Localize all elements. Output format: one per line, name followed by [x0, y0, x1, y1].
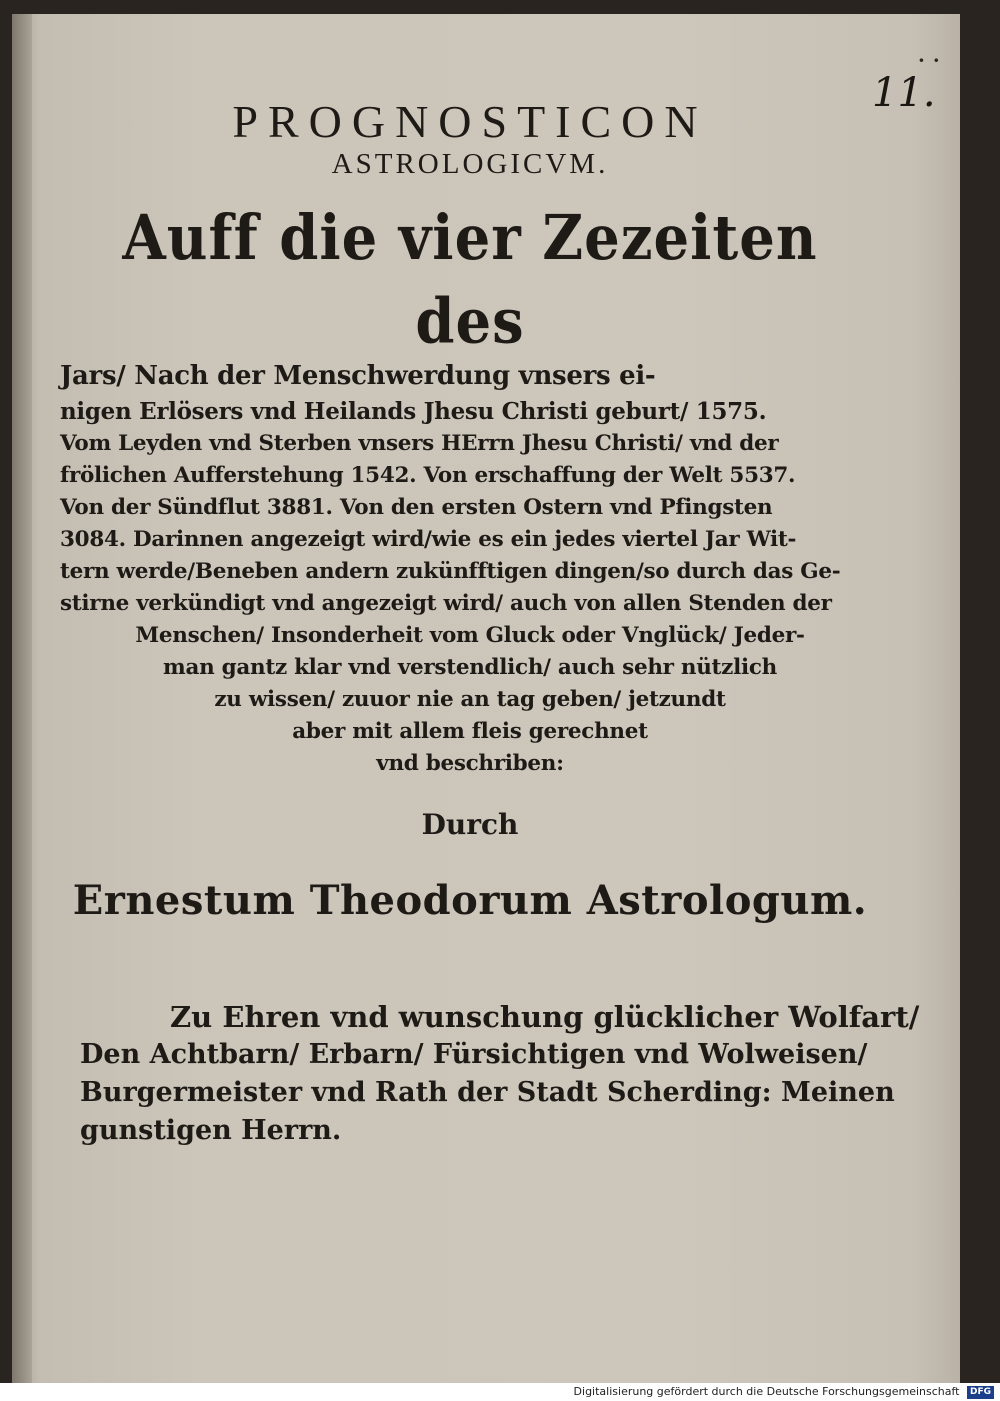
- title-page-content: [60, 96, 920, 1150]
- dfg-logo: DFG: [967, 1386, 994, 1399]
- body-line: Vom Leyden vnd Sterben vnsers HErrn Jhesu Christi/ vnd der: [60, 431, 779, 456]
- title-sub: ASTROLOGICVM.: [331, 148, 609, 180]
- body-line: man gantz klar vnd verstendlich/ auch sehr nützlich: [163, 655, 777, 680]
- durch-label: Durch: [421, 808, 519, 841]
- dedication: [80, 998, 920, 1150]
- body-line: stirne verkündigt vnd angezeigt wird/ auch von allen Stenden der: [60, 591, 832, 616]
- body-line: Jars/ Nach der Menschwerdung vnsers ei-: [60, 361, 656, 391]
- dedication-line: Den Achtbarn/ Erbarn/ Fürsichtigen vnd Wolweisen/: [80, 1039, 868, 1070]
- body-text: [60, 356, 880, 780]
- body-line: zu wissen/ zuuor nie an tag geben/ jetzundt: [214, 687, 726, 712]
- footer-bar: [0, 1383, 1000, 1401]
- dedication-line: Zu Ehren vnd wunschung glücklicher Wolfart/: [170, 1000, 920, 1034]
- body-line: tern werde/Beneben andern zukünfftigen dingen/so durch das Ge-: [60, 559, 841, 584]
- body-line: Menschen/ Insonderheit vom Gluck oder Vnglück/ Jeder-: [135, 623, 805, 648]
- page-spine-shadow: [12, 14, 32, 1383]
- author-name: Ernestum Theodorum Astrologum.: [72, 877, 868, 924]
- title-main: PROGNOSTICON: [232, 96, 708, 147]
- body-line: 3084. Darinnen angezeigt wird/wie es ein jedes viertel Jar Wit-: [60, 527, 797, 552]
- body-line: frölichen Aufferstehung 1542. Von erschaffung der Welt 5537.: [60, 463, 796, 488]
- page-number: 11.: [872, 70, 936, 116]
- body-line: aber mit allem fleis gerechnet: [292, 719, 648, 744]
- dedication-line: gunstigen Herrn.: [80, 1115, 342, 1146]
- dedication-line: Burgermeister vnd Rath der Stadt Scherding: Meinen: [80, 1077, 895, 1108]
- headline: Auff die vier Zezeiten des: [122, 201, 818, 359]
- body-line: vnd beschriben:: [376, 751, 564, 776]
- body-line: Von der Sündflut 3881. Von den ersten Ostern vnd Pfingsten: [60, 495, 773, 520]
- body-line: nigen Erlösers vnd Heilands Jhesu Christi geburt/ 1575.: [60, 398, 767, 425]
- funding-credit: Digitalisierung gefördert durch die Deutsche Forschungsgemeinschaft: [573, 1385, 960, 1398]
- ink-dots: ··: [917, 44, 947, 77]
